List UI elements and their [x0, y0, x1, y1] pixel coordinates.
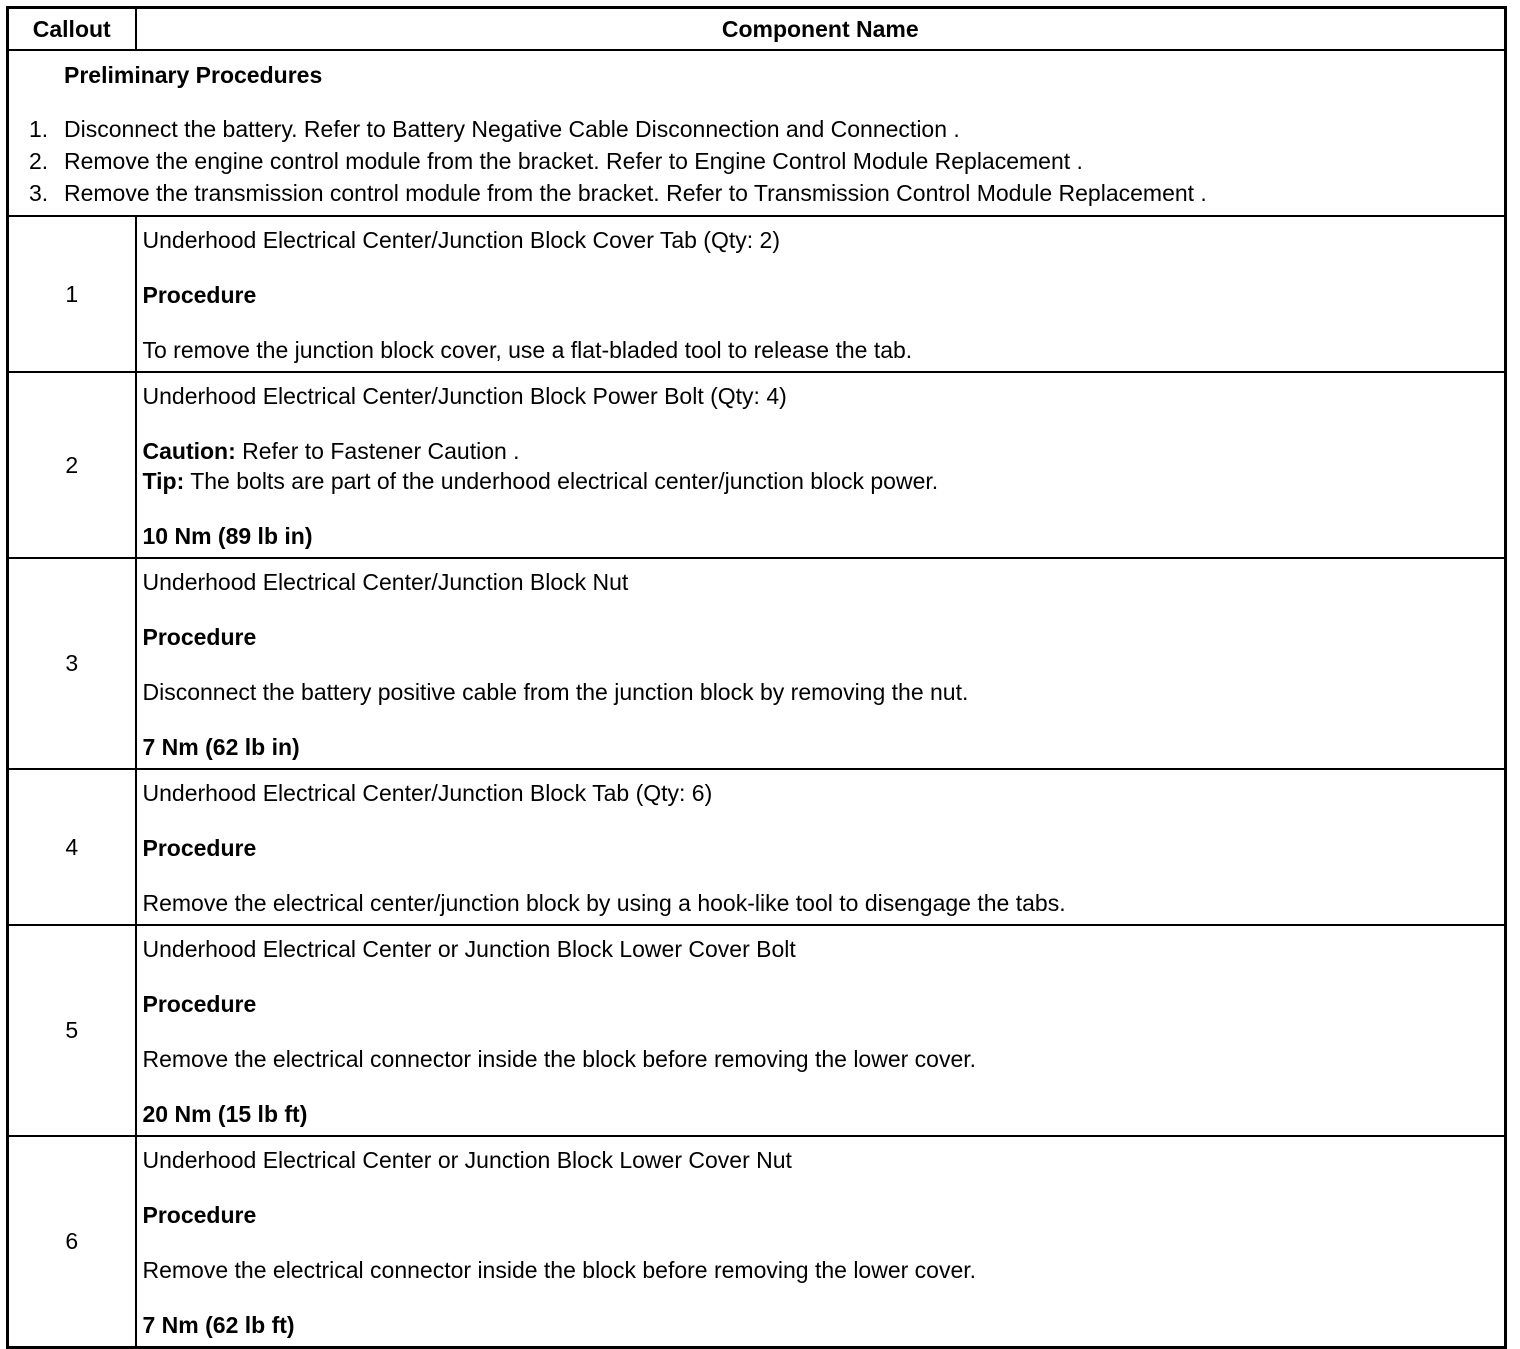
tip-label: Tip:: [142, 468, 185, 494]
component-cell: [136, 769, 1506, 925]
procedure-label: Procedure: [142, 1202, 257, 1228]
table-row: [8, 216, 1506, 372]
procedure-text: Disconnect the battery positive cable from the junction block by removing the nut.: [142, 679, 969, 705]
callout-header: Callout: [8, 8, 136, 51]
procedure-label: Procedure: [142, 991, 257, 1017]
procedure-text: To remove the junction block cover, use a flat-bladed tool to release the tab.: [142, 337, 913, 363]
table-row: [8, 925, 1506, 1136]
component-cell: [136, 1136, 1506, 1348]
list-item: [19, 113, 1494, 145]
procedure-text: Remove the electrical connector inside the block before removing the lower cover.: [142, 1046, 977, 1072]
tip-line: [143, 466, 1499, 496]
table-row: [8, 1136, 1506, 1348]
callout-number: 1: [8, 216, 136, 372]
component-name: Underhood Electrical Center/Junction Block Nut: [142, 569, 629, 595]
callout-number: 6: [8, 1136, 136, 1348]
component-name: Underhood Electrical Center/Junction Block Cover Tab (Qty: 2): [142, 227, 780, 253]
table-row: [8, 372, 1506, 558]
preliminary-title: Preliminary Procedures: [64, 62, 323, 88]
component-cell: [136, 372, 1506, 558]
torque-spec: 10 Nm (89 lb in): [142, 523, 313, 549]
caution-line: [143, 436, 1499, 466]
callout-number: 2: [8, 372, 136, 558]
callout-number: 3: [8, 558, 136, 769]
step-text: Disconnect the battery. Refer to Battery Negative Cable Disconnection and Connection .: [64, 116, 960, 142]
step-text: Remove the transmission control module from the bracket. Refer to Transmission Control Module Replacement .: [64, 180, 1207, 206]
component-cell: [136, 216, 1506, 372]
component-cell: [136, 925, 1506, 1136]
callout-number: 4: [8, 769, 136, 925]
torque-spec: 7 Nm (62 lb in): [142, 734, 300, 760]
preliminary-steps: [19, 113, 1494, 209]
step-number: 2.: [29, 148, 49, 174]
preliminary-cell: [8, 50, 1506, 216]
procedure-text: Remove the electrical connector inside the block before removing the lower cover.: [142, 1257, 977, 1283]
list-item: [19, 145, 1494, 177]
list-item: [19, 177, 1494, 209]
table-row: [8, 558, 1506, 769]
component-table: [6, 6, 1507, 1349]
step-number: 3.: [29, 180, 49, 206]
step-number: 1.: [29, 116, 49, 142]
caution-label: Caution:: [142, 438, 236, 464]
component-name: Underhood Electrical Center or Junction Block Lower Cover Nut: [142, 1147, 792, 1173]
step-text: Remove the engine control module from the bracket. Refer to Engine Control Module Replacement .: [64, 148, 1083, 174]
torque-spec: 7 Nm (62 lb ft): [142, 1312, 295, 1338]
component-name-header: Component Name: [136, 8, 1506, 51]
torque-spec: 20 Nm (15 lb ft): [142, 1101, 308, 1127]
component-name: Underhood Electrical Center/Junction Block Tab (Qty: 6): [142, 780, 713, 806]
caution-text: Refer to Fastener Caution .: [235, 438, 520, 464]
procedure-label: Procedure: [142, 282, 257, 308]
table-row: [8, 769, 1506, 925]
preliminary-row: [8, 50, 1506, 216]
procedure-label: Procedure: [142, 835, 257, 861]
component-name: Underhood Electrical Center/Junction Block Power Bolt (Qty: 4): [142, 383, 787, 409]
callout-number: 5: [8, 925, 136, 1136]
component-name: Underhood Electrical Center or Junction Block Lower Cover Bolt: [142, 936, 796, 962]
component-cell: [136, 558, 1506, 769]
table-header-row: [8, 8, 1506, 51]
tip-text: The bolts are part of the underhood electrical center/junction block power.: [184, 468, 939, 494]
procedure-text: Remove the electrical center/junction block by using a hook-like tool to disengage the tabs.: [142, 890, 1066, 916]
procedure-label: Procedure: [142, 624, 257, 650]
